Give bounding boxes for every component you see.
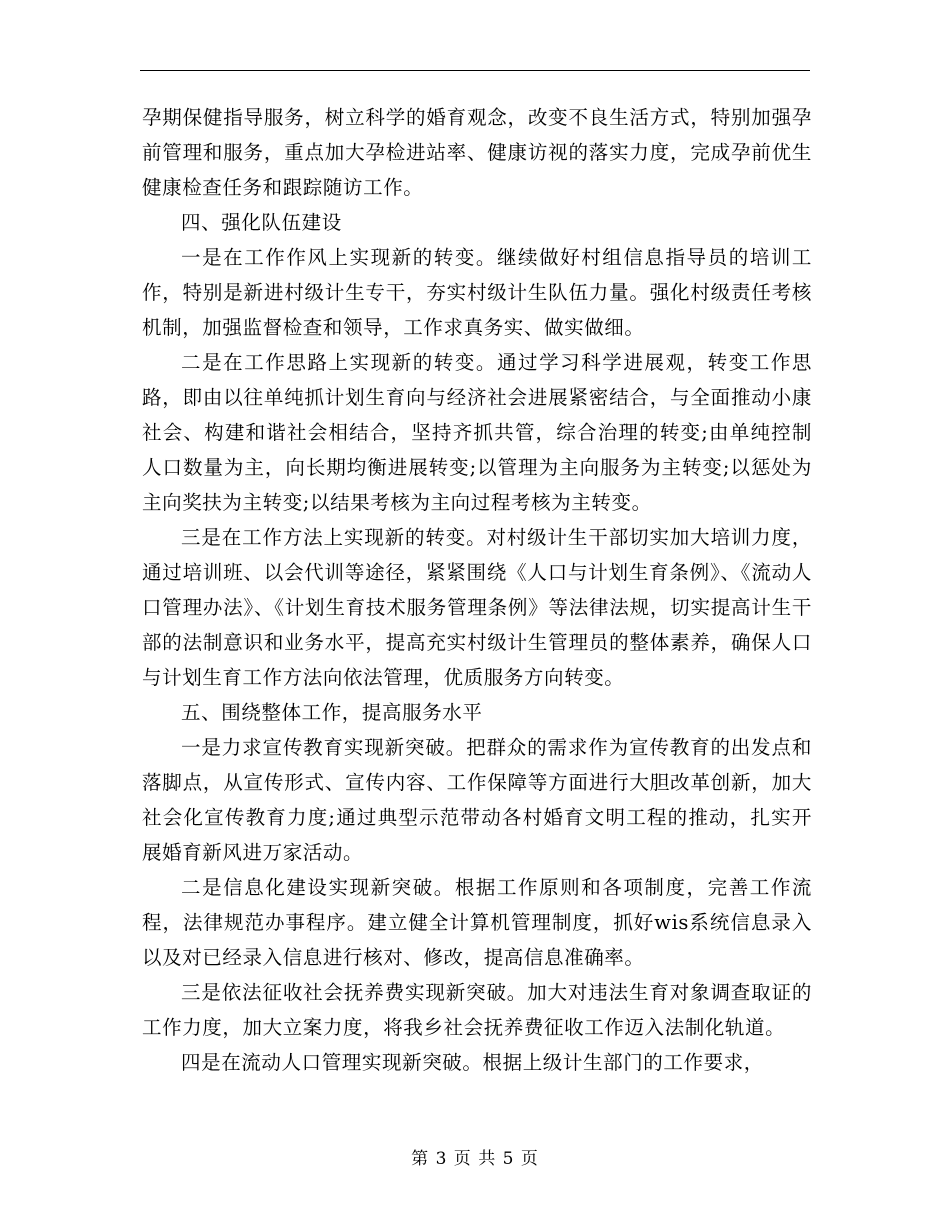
section-heading-5: 五、围绕整体工作，提高服务水平 (181, 701, 483, 724)
paragraph: 三是依法征收社会抚养费实现新突破。加大对违法生育对象调查取证的工作力度，加大立案力度，将我乡社会抚养费征收工作迈入法制化轨道。 (142, 981, 812, 1039)
page-number: 第 3 页 共 5 页 (411, 1149, 539, 1169)
paragraph-continuation: 孕期保健指导服务，树立科学的婚育观念，改变不良生活方式，特别加强孕前管理和服务，重点加大孕检进站率、健康访视的落实力度，完成孕前优生健康检查任务和跟踪随访工作。 (142, 106, 812, 199)
section-heading-4: 四、强化队伍建设 (181, 211, 342, 234)
paragraph: 三是在工作方法上实现新的转变。对村级计生干部切实加大培训力度，通过培训班、以会代训等途径，紧紧围绕《人口与计划生育条例》、《流动人口管理办法》、《计划生育技术服务管理条例》等法律法规，切实提高计生干部的法制意识和业务水平，提高充实村级计生管理员的整体素养，确保人口与计划生育工作方法向依法管理，优质服务方向转变。 (142, 526, 812, 689)
paragraph: 二是信息化建设实现新突破。根据工作原则和各项制度，完善工作流程，法律规范办事程序。建立健全计算机管理制度，抓好wis系统信息录入以及对已经录入信息进行核对、修改，提高信息准确率。 (142, 876, 812, 969)
header-rule (140, 70, 810, 71)
paragraph: 四是在流动人口管理实现新突破。根据上级计生部门的工作要求， (181, 1051, 764, 1074)
paragraph: 二是在工作思路上实现新的转变。通过学习科学进展观，转变工作思路，即由以往单纯抓计划生育向与经济社会进展紧密结合，与全面推动小康社会、构建和谐社会相结合，坚持齐抓共管，综合治理的转变;由单纯控制人口数量为主，向长期均衡进展转变;以管理为主向服务为主转变;以惩处为主向奖扶为主转变;以结果考核为主向过程考核为主转变。 (142, 351, 812, 514)
paragraph: 一是在工作作风上实现新的转变。继续做好村组信息指导员的培训工作，特别是新进村级计生专干，夯实村级计生队伍力量。强化村级责任考核机制，加强监督检查和领导，工作求真务实、做实做细。 (142, 246, 812, 339)
document-body (142, 100, 812, 1080)
paragraph: 一是力求宣传教育实现新突破。把群众的需求作为宣传教育的出发点和落脚点，从宣传形式、宣传内容、工作保障等方面进行大胆改革创新，加大社会化宣传教育力度;通过典型示范带动各村婚育文明工程的推动，扎实开展婚育新风进万家活动。 (142, 736, 812, 864)
